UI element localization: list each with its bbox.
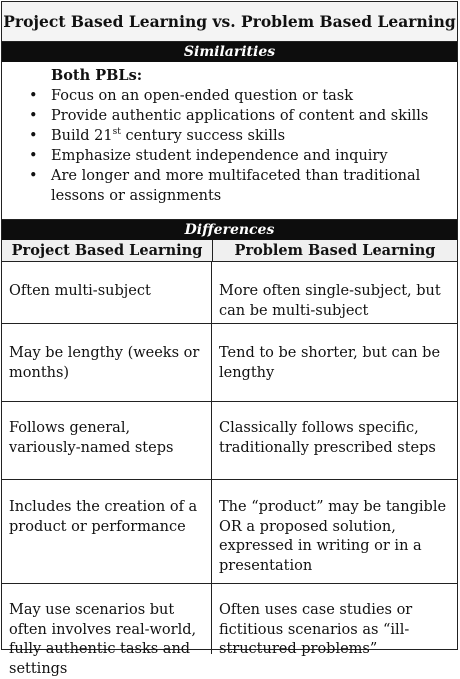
similarity-text-part: Build 21 (51, 128, 113, 144)
similarity-item (10, 146, 449, 166)
similarities-heading: Both PBLs: (51, 67, 143, 84)
document-title: Project Based Learning vs. Problem Based Learning (2, 2, 457, 42)
table-cell-project: May be lengthy (weeks or months) (2, 324, 212, 401)
comparison-document (1, 1, 458, 677)
table-row (2, 262, 457, 324)
differences-band: Differences (2, 220, 457, 240)
table-row (2, 584, 457, 677)
column-header-project: Project Based Learning (2, 240, 213, 261)
similarity-text: Focus on an open-ended question or task (51, 88, 354, 104)
similarity-text: Are longer and more multifaceted than traditional lessons or assignments (51, 168, 421, 204)
table-cell-project: Follows general, variously-named steps (2, 402, 212, 479)
similarities-section (2, 62, 457, 220)
table-cell-problem: More often single-subject, but can be multi-subject (219, 283, 441, 319)
similarity-item (10, 86, 449, 106)
similarity-item (10, 126, 449, 146)
similarities-list (10, 86, 449, 206)
similarities-band: Similarities (2, 42, 457, 62)
superscript-suffix: st (112, 127, 121, 138)
table-cell-problem: The “product” may be tangible OR a proposed solution, expressed in writing or in a presentation (219, 499, 447, 574)
table-cell-project: Often multi-subject (2, 262, 212, 323)
column-header-problem: Problem Based Learning (234, 242, 436, 259)
table-cell-project: Includes the creation of a product or performance (2, 480, 212, 583)
similarity-item (10, 106, 449, 126)
table-cell-problem: Often uses case studies or fictitious scenarios as “ill-structured problems” (219, 602, 413, 657)
similarity-text: Provide authentic applications of content and skills (51, 108, 429, 124)
similarity-item (10, 166, 449, 206)
differences-column-headers (2, 240, 457, 262)
similarity-text-part: century success skills (120, 128, 286, 144)
table-cell-project: May use scenarios but often involves real-world, fully authentic tasks and settings (2, 584, 212, 654)
table-row (2, 324, 457, 402)
table-cell-problem: Tend to be shorter, but can be lengthy (219, 345, 441, 381)
similarity-text: Emphasize student independence and inquiry (51, 148, 388, 164)
table-row (2, 480, 457, 584)
table-row (2, 402, 457, 480)
table-cell-problem: Classically follows specific, traditionally prescribed steps (219, 420, 436, 456)
